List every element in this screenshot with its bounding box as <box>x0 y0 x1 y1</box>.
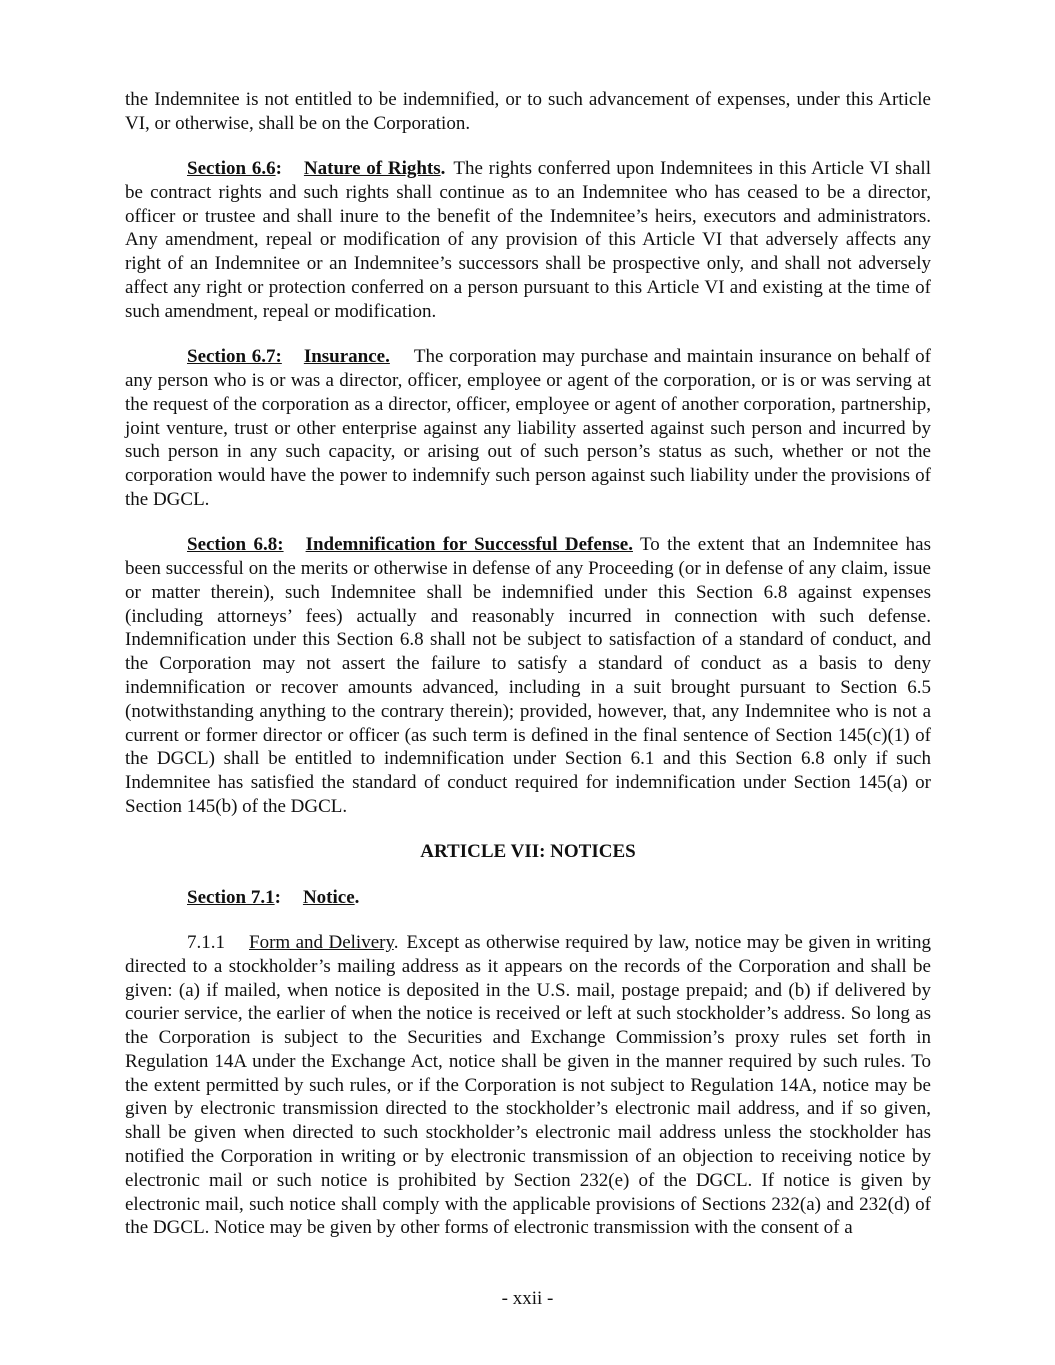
section-6-6-number: Section 6.6 <box>187 158 276 180</box>
continuation-text: the Indemnitee is not entitled to be indemnified, or to such advancement of expenses, under this Article VI, or otherwise, shall be on the Corporation. <box>125 89 931 134</box>
section-7-1 <box>125 886 931 910</box>
section-7-1-colon: : <box>274 886 281 908</box>
section-6-6-body: The rights conferred upon Indemnitees in this Article VI shall be contract rights and such rights shall continue as to an Indemnitee who has ceased to be a director, officer or trustee and shall inure to the benefit of the Indemnitee’s heirs, executors and administrators. Any amendment, repeal or modification of any provision of this Article VI that adversely affects any right of an Indemnitee or an Indemnitee’s successors shall be prospective only, and shall not adversely affect any right or protection conferred on a person pursuant to this Article VI and existing at the time of such amendment, repeal or modification. <box>125 158 931 322</box>
section-7-1-1-title: Form and Delivery <box>249 931 394 953</box>
section-6-8 <box>125 533 931 819</box>
section-7-1-title-end: . <box>354 886 360 908</box>
section-6-6-title-end: . <box>440 158 446 180</box>
document-page <box>125 88 931 1262</box>
section-7-1-1-number: 7.1.1 <box>187 931 225 953</box>
section-6-7 <box>125 345 931 512</box>
section-6-8-title: Indemnification for Successful Defense. <box>305 534 633 556</box>
section-7-1-title: Notice <box>302 886 355 908</box>
section-6-8-number: Section 6.8: <box>187 534 284 556</box>
section-7-1-1-title-end: . <box>393 931 399 953</box>
section-6-7-number: Section 6.7: <box>187 346 282 368</box>
section-7-1-1 <box>125 931 931 1240</box>
section-6-6-colon: : <box>275 158 282 180</box>
section-6-6-title: Nature of Rights <box>303 158 441 180</box>
section-6-7-body: The corporation may purchase and maintain insurance on behalf of any person who is or was a director, officer, employee or agent of the corporation, or is or was serving at the request of the corporation as a director, officer, employee or agent of another corporation, partnership, joint venture, trust or other enterprise against any liability asserted against such person and incurred by such person in any such capacity, or arising out of such person’s status as such, whether or not the corporation would have the power to indemnify such person against such liability under the provisions of the DGCL. <box>125 346 931 510</box>
article-7-heading: ARTICLE VII: NOTICES <box>420 841 636 863</box>
paragraph-continuation <box>125 88 931 136</box>
section-6-6 <box>125 157 931 324</box>
section-7-1-1-body: Except as otherwise required by law, notice may be given in writing directed to a stockholder’s mailing address as it appears on the records of the Corporation and shall be given: (a) if mailed, when notice is deposited in the U.S. mail, postage prepaid; and (b) if delivered by courier service, the earlier of when the notice is received or left at such stockholder’s address. So long as the Corporation is subject to the Securities and Exchange Commission’s proxy rules set forth in Regulation 14A under the Exchange Act, notice shall be given in the manner required by such rules. To the extent permitted by such rules, or if the Corporation is not subject to Regulation 14A, notice may be given by electronic transmission directed to the stockholder’s electronic mail address, and if so given, shall be given when directed to such stockholder’s electronic mail address unless the stockholder has notified the Corporation in writing or by electronic transmission of an objection to receiving notice by electronic mail or such notice is prohibited by Section 232(e) of the DGCL. If notice is given by electronic mail, such notice shall comply with the applicable provisions of Sections 232(a) and 232(d) of the DGCL. Notice may be given by other forms of electronic transmission with the consent of a <box>125 931 931 1239</box>
section-6-8-body: To the extent that an Indemnitee has been successful on the merits or otherwise in defense of any Proceeding (or in defense of any claim, issue or matter therein), such Indemnitee shall be indemnified under this Section 6.8 against expenses (including attorneys’ fees) actually and reasonably incurred in connection with such defense. Indemnification under this Section 6.8 shall not be subject to satisfaction of a standard of conduct, and the Corporation may not assert the failure to satisfy a standard of conduct as a basis to deny indemnification or recover amounts advanced, including in a suit brought pursuant to Section 6.5 (notwithstanding anything to the contrary therein); provided, however, that, any Indemnitee who is not a current or former director or officer (as such term is defined in the final sentence of Section 145(c)(1) of the DGCL) shall be entitled to indemnification under Section 6.1 and this Section 6.8 only if such Indemnitee has satisfied the standard of conduct required for indemnification under Section 145(a) or Section 145(b) of the DGCL. <box>125 534 931 818</box>
section-6-7-title: Insurance. <box>303 346 390 368</box>
page-number: - xxii - <box>501 1288 554 1309</box>
section-7-1-number: Section 7.1 <box>187 886 275 908</box>
